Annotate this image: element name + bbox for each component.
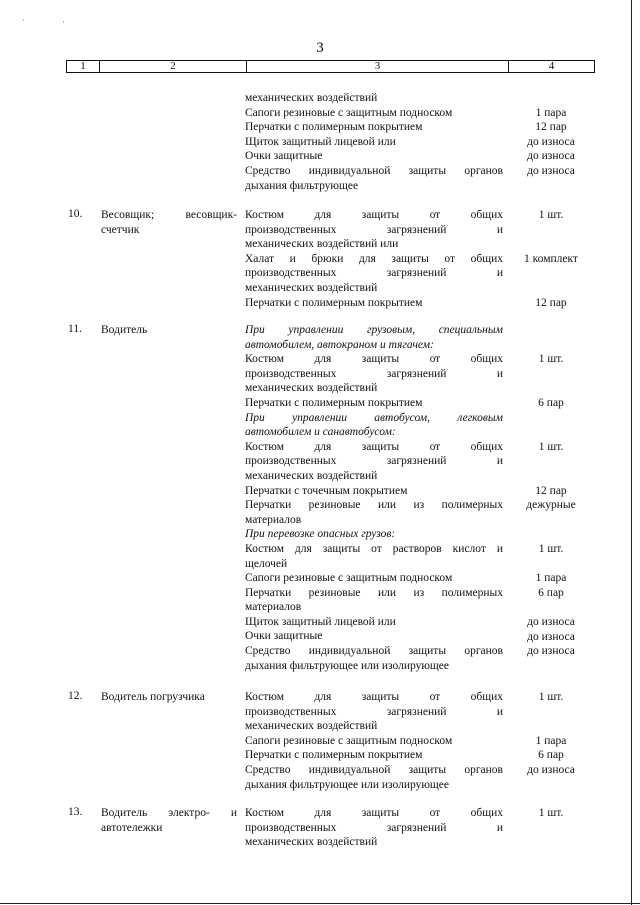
ppe-quantity: до износа [527, 135, 575, 148]
ppe-item-line: Перчатки с полимерным покрытием [245, 121, 423, 134]
ppe-item [245, 296, 503, 311]
page-edge [0, 903, 640, 904]
profession-name [101, 806, 237, 836]
profession-line: Весовщик; весовщик- [101, 209, 237, 221]
ppe-item-line: механических воздействий или [245, 238, 399, 251]
ppe-item [245, 748, 503, 763]
header-col-2: 2 [170, 60, 176, 72]
ppe-quantity: 1 пара [535, 106, 567, 119]
ppe-item [245, 629, 503, 644]
header-col-1: 1 [80, 60, 86, 72]
ppe-item [245, 615, 503, 630]
ppe-item-line: При управлении автобусом, легковым [245, 411, 503, 424]
ppe-item-line: Костюм для защиты от общих [245, 440, 503, 453]
ppe-item-line: Костюм для защиты от общих [245, 807, 503, 819]
table-header [66, 60, 595, 73]
ppe-item-line: Щиток защитный лицевой или [245, 615, 396, 628]
ppe-item-line: механических воздействий [245, 281, 378, 294]
ppe-quantity: 1 шт. [538, 543, 564, 555]
scan-mark: · [22, 16, 25, 25]
ppe-quantity: 12 пар [535, 484, 567, 497]
header-col-3: 3 [374, 60, 381, 72]
ppe-quantity: 1 шт. [538, 209, 564, 221]
header-col-4: 4 [548, 60, 555, 72]
ppe-item-line: производственных загрязнений и [245, 455, 503, 468]
ppe-item-line: При управлении грузовым, специальным [245, 324, 503, 336]
ppe-item-line: Халат и брюки для защиты от общих [245, 252, 503, 265]
ppe-items [245, 91, 503, 193]
ppe-quantity: 1 шт. [538, 440, 564, 453]
ppe-item-line: Щиток защитный лицевой или [245, 135, 396, 148]
ppe-item-line: Перчатки с полимерным покрытием [245, 396, 423, 409]
ppe-item-line: дыхания фильтрующее или изолирующее [245, 659, 449, 672]
profession-line: Водитель погрузчика [101, 691, 205, 703]
ppe-item-line: производственных загрязнений и [245, 705, 503, 718]
ppe-items [245, 323, 503, 673]
ppe-item-line: производственных загрязнений и [245, 267, 503, 280]
ppe-item-line: дыхания фильтрующее или изолирующее [245, 778, 449, 791]
ppe-item-line: производственных загрязнений и [245, 821, 503, 834]
ppe-quantity: 1 шт. [538, 807, 564, 819]
ppe-item-line: автомобилем и санавтобусом: [245, 426, 396, 439]
ppe-item-line: Сапоги резиновые с защитным подноском [245, 106, 453, 119]
ppe-quantity: 6 пар [538, 397, 564, 409]
ppe-item [245, 644, 503, 673]
ppe-quantity: до износа [527, 150, 575, 163]
ppe-quantity: 1 пара [535, 572, 567, 585]
ppe-item [245, 690, 503, 734]
ppe-quantity: 1 шт. [538, 691, 564, 703]
ppe-item-line: Костюм для защиты от растворов кислот и [245, 542, 503, 555]
ppe-item-line: Перчатки с полимерным покрытием [245, 749, 423, 762]
ppe-item [245, 484, 503, 499]
ppe-quantity: 1 комплект [524, 252, 578, 265]
ppe-item [245, 120, 503, 135]
profession-name [101, 323, 237, 338]
ppe-item [245, 252, 503, 296]
ppe-quantity: до износа [527, 645, 575, 658]
profession-line: Водитель [101, 324, 148, 336]
ppe-quantity: 1 шт. [538, 353, 564, 366]
ppe-item-line: При перевозке опасных грузов: [245, 528, 396, 541]
ppe-items [245, 806, 503, 850]
ppe-item-line: Сапоги резиновые с защитным подноском [245, 572, 453, 585]
ppe-item-line: Средство индивидуальной защиты органов [245, 763, 503, 776]
ppe-item-line: Очки защитные [245, 630, 323, 643]
row-number: 12. [68, 690, 83, 702]
ppe-item [245, 498, 503, 527]
ppe-item [245, 806, 503, 850]
ppe-quantity: до износа [527, 764, 575, 776]
ppe-item-line: щелочей [245, 557, 288, 570]
ppe-item-line: механических воздействий [245, 720, 378, 733]
ppe-item-line: механических воздействий [245, 836, 378, 849]
ppe-quantity: до износа [527, 616, 575, 628]
ppe-item-line: Очки защитные [245, 150, 323, 163]
ppe-item-line: материалов [245, 513, 302, 526]
ppe-item-line: механических воздействий [245, 469, 378, 482]
ppe-quantity: 12 пар [535, 296, 567, 309]
ppe-quantity: до износа [527, 630, 575, 643]
ppe-quantity: 12 пар [535, 121, 567, 134]
ppe-item-line: производственных загрязнений и [245, 223, 503, 236]
ppe-item [245, 149, 503, 164]
ppe-item-line: механических воздействий [245, 382, 378, 395]
ppe-item-line: Костюм для защиты от общих [245, 691, 503, 703]
ppe-item-line: механических воздействий [245, 92, 378, 104]
ppe-item-line: Костюм для защиты от общих [245, 209, 503, 221]
ppe-item-line: производственных загрязнений и [245, 367, 503, 380]
ppe-item-line: Средство индивидуальной защиты органов [245, 164, 503, 177]
ppe-item-line: Костюм для защиты от общих [245, 353, 503, 366]
ppe-item [245, 763, 503, 792]
ppe-item-line: Перчатки с точечным покрытием [245, 484, 408, 497]
ppe-item [245, 734, 503, 749]
row-number: 10. [68, 208, 83, 220]
ppe-condition [245, 527, 503, 542]
ppe-item [245, 396, 503, 411]
ppe-item [245, 91, 503, 106]
ppe-item-line: Перчатки с полимерным покрытием [245, 296, 423, 309]
profession-line: Водитель электро- и [101, 807, 237, 819]
ppe-item [245, 106, 503, 121]
ppe-quantity: дежурные [526, 499, 576, 512]
ppe-item [245, 164, 503, 193]
ppe-item [245, 571, 503, 586]
page-edge [631, 0, 632, 905]
ppe-item-line: Сапоги резиновые с защитным подноском [245, 734, 453, 747]
ppe-item-line: Перчатки резиновые или из полимерных [245, 586, 503, 599]
scan-mark: · [62, 18, 65, 27]
row-number: 11. [68, 323, 82, 335]
ppe-condition [245, 323, 503, 352]
ppe-condition [245, 411, 503, 440]
ppe-item-line: Средство индивидуальной защиты органов [245, 645, 503, 658]
ppe-item [245, 542, 503, 571]
ppe-item-line: материалов [245, 601, 302, 614]
ppe-quantity: 6 пар [538, 586, 564, 599]
ppe-item-line: дыхания фильтрующее [245, 179, 359, 192]
ppe-item [245, 440, 503, 484]
ppe-item-line: автомобилем, автокраном и тягачем: [245, 338, 434, 351]
ppe-quantity: 1 пара [535, 734, 567, 747]
ppe-item [245, 586, 503, 615]
profession-name [101, 208, 237, 238]
profession-line: автотележки [101, 822, 163, 834]
ppe-item [245, 352, 503, 396]
ppe-items [245, 690, 503, 792]
page-number: 3 [316, 40, 324, 56]
ppe-quantity: до износа [527, 165, 575, 177]
profession-line: счетчик [101, 224, 140, 236]
profession-name [101, 690, 237, 705]
ppe-item [245, 208, 503, 252]
ppe-quantity: 6 пар [538, 749, 564, 762]
ppe-item-line: Перчатки резиновые или из полимерных [245, 499, 503, 512]
ppe-item [245, 135, 503, 150]
row-number: 13. [68, 806, 83, 818]
ppe-items [245, 208, 503, 310]
